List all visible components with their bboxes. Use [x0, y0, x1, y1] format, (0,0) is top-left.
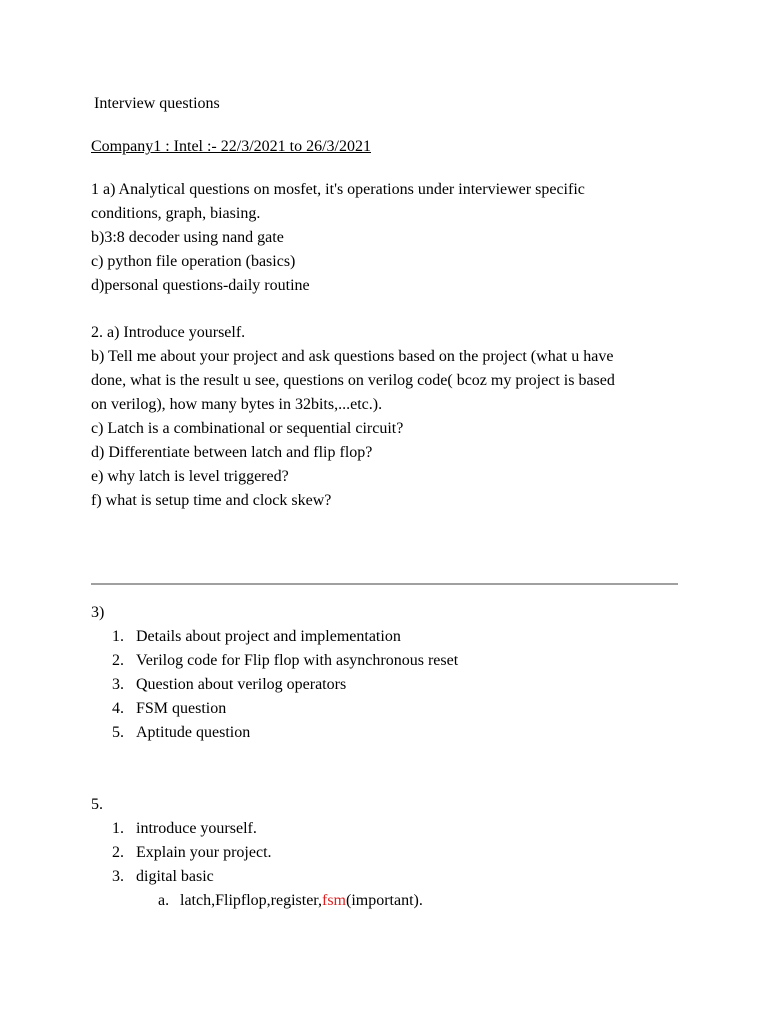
list-item-number: 1. — [112, 628, 124, 645]
section2-line: b) Tell me about your project and ask questions based on the project (what u have — [91, 348, 614, 365]
list-item: Aptitude question — [136, 724, 251, 741]
list-item-number: 2. — [112, 652, 124, 669]
list-item-number: 2. — [112, 844, 124, 861]
sub-list-item-letter: a. — [158, 892, 170, 909]
document-title: Interview questions — [94, 95, 220, 112]
horizontal-divider — [91, 583, 678, 585]
section2-line: c) Latch is a combinational or sequential circuit? — [91, 420, 404, 437]
list-item-number: 5. — [112, 724, 124, 741]
list-item: Verilog code for Flip flop with asynchronous reset — [136, 652, 459, 669]
list-item: FSM question — [136, 700, 227, 717]
section2-line: e) why latch is level triggered? — [91, 468, 289, 485]
section2-line: on verilog), how many bytes in 32bits,...etc.). — [91, 396, 383, 413]
section1-line: b)3:8 decoder using nand gate — [91, 229, 284, 246]
list-item: introduce yourself. — [136, 820, 257, 837]
list-item-number: 3. — [112, 676, 124, 693]
list-item: digital basic — [136, 868, 214, 885]
section2-line: d) Differentiate between latch and flip flop? — [91, 444, 373, 461]
list-item: Explain your project. — [136, 844, 272, 861]
company-heading: Company1 : Intel :- 22/3/2021 to 26/3/2021 — [91, 138, 371, 155]
list-item-number: 1. — [112, 820, 124, 837]
section1-line: c) python file operation (basics) — [91, 253, 296, 270]
sub-item-text: (important). — [346, 892, 423, 909]
sub-list-item — [180, 891, 423, 911]
section1-line: 1 a) Analytical questions on mosfet, it's operations under interviewer specific — [91, 181, 585, 198]
section1-line: conditions, graph, biasing. — [91, 205, 261, 222]
section1-line: d)personal questions-daily routine — [91, 277, 310, 294]
list-item: Question about verilog operators — [136, 676, 347, 693]
list-item-number: 3. — [112, 868, 124, 885]
section5-heading: 5. — [91, 796, 103, 813]
section2-line: f) what is setup time and clock skew? — [91, 492, 332, 509]
list-item-number: 4. — [112, 700, 124, 717]
list-item: Details about project and implementation — [136, 628, 401, 645]
section2-line: 2. a) Introduce yourself. — [91, 324, 246, 341]
section3-heading: 3) — [91, 604, 105, 621]
section2-line: done, what is the result u see, questions on verilog code( bcoz my project is based — [91, 372, 615, 389]
highlighted-term: fsm — [322, 892, 346, 909]
sub-item-text: latch,Flipflop,register, — [180, 892, 322, 909]
